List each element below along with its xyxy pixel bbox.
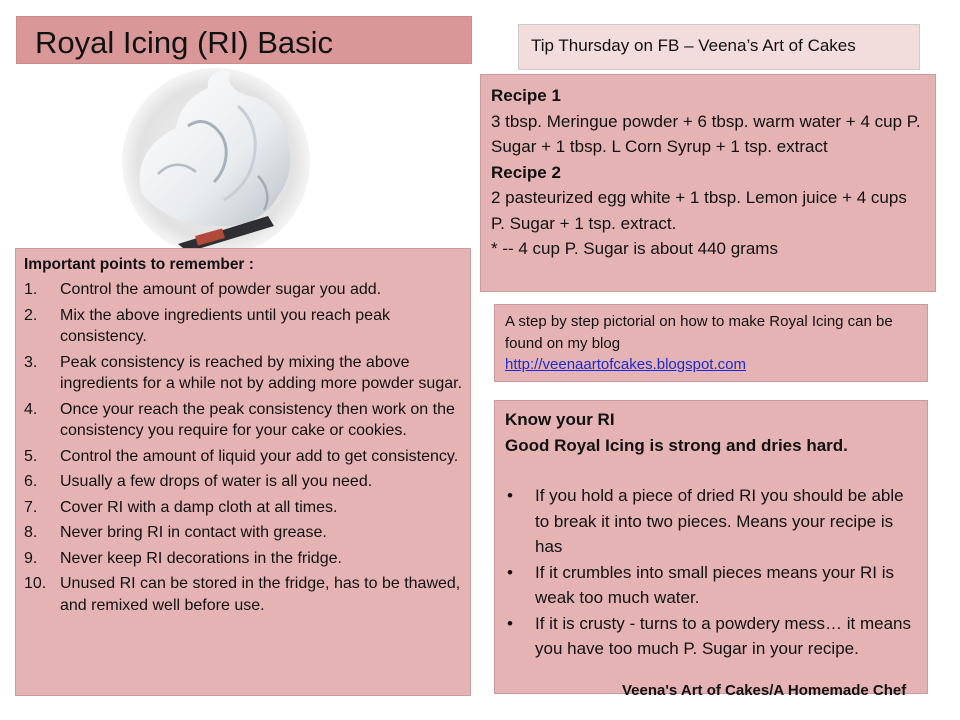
list-item-text: If you hold a piece of dried RI you should be able to break it into two pieces. Means your recipe is has (535, 486, 904, 556)
list-item-number: 2. (24, 306, 38, 324)
recipes-panel (480, 74, 936, 292)
recipe2-text: 2 pasteurized egg white + 1 tbsp. Lemon juice + 4 cups P. Sugar + 1 tsp. extract. (491, 188, 907, 233)
list-item-text: Control the amount of liquid your add to get consistency. (60, 447, 459, 465)
list-item-text: Peak consistency is reached by mixing the above ingredients for a while not by adding more powder sugar. (60, 353, 463, 392)
recipe1-text: 3 tbsp. Meringue powder + 6 tbsp. warm water + 4 cup P. Sugar + 1 tbsp. L Corn Syrup + 1 tsp. extract (491, 111, 921, 156)
list-item-number: 6. (24, 473, 38, 490)
know-heading: Know your RI (505, 410, 615, 429)
list-item (24, 352, 462, 395)
bullet-icon: • (507, 562, 513, 582)
pictorial-text: A step by step pictorial on how to make Royal Icing can be found on my blog (505, 313, 893, 352)
royal-icing-image (118, 66, 314, 254)
blog-link[interactable]: http://veenaartofcakes.blogspot.com (505, 356, 746, 373)
points-list (24, 279, 462, 616)
list-item (24, 497, 462, 519)
list-item-number: 4. (24, 400, 38, 418)
list-item (505, 560, 917, 611)
list-item (505, 611, 917, 662)
list-item-number: 5. (24, 447, 38, 465)
list-item-text: If it is crusty - turns to a powdery mess… it means you have too much P. Sugar in your recipe. (535, 613, 912, 658)
tip-text: Tip Thursday on FB – Veena’s Art of Cakes (531, 36, 856, 55)
list-item-text: Cover RI with a damp cloth at all times. (60, 498, 338, 516)
list-item-number: 9. (24, 549, 38, 567)
list-item-number: 1. (24, 281, 38, 298)
list-item (24, 279, 462, 301)
list-item (505, 483, 917, 560)
list-item-text: Never keep RI decorations in the fridge. (60, 549, 342, 567)
list-item (24, 548, 462, 570)
title-bar (16, 16, 472, 64)
bullet-icon: • (507, 613, 513, 633)
list-item (24, 573, 462, 616)
list-item-text: Unused RI can be stored in the fridge, has to be thawed, and remixed well before use. (60, 575, 461, 614)
list-item (24, 305, 462, 348)
footer-credit: Veena's Art of Cakes/A Homemade Chef (622, 682, 907, 699)
know-your-ri-panel (494, 400, 928, 694)
list-item-number: 8. (24, 524, 38, 541)
list-item-text: Usually a few drops of water is all you need. (60, 473, 373, 490)
list-item-text: Once your reach the peak consistency then work on the consistency you require for your cake or cookies. (60, 400, 455, 439)
sugar-note: * -- 4 cup P. Sugar is about 440 grams (491, 239, 778, 258)
know-subheading: Good Royal Icing is strong and dries hard. (505, 435, 848, 455)
list-item (24, 522, 462, 544)
list-item (24, 471, 462, 493)
bullet-icon: • (507, 486, 513, 505)
tip-box (518, 24, 920, 70)
list-item-text: Mix the above ingredients until you reach peak consistency. (60, 306, 390, 345)
important-points-panel (15, 248, 471, 696)
list-item (24, 446, 462, 468)
list-item-number: 7. (24, 498, 38, 516)
pictorial-panel (494, 304, 928, 382)
royal-icing-photo (118, 66, 314, 254)
page-title: Royal Icing (RI) Basic (35, 25, 334, 60)
recipe2-heading: Recipe 2 (491, 162, 561, 182)
list-item-number: 3. (24, 353, 38, 371)
list-item-text: Never bring RI in contact with grease. (60, 524, 327, 541)
list-item-text: Control the amount of powder sugar you add. (60, 281, 382, 298)
list-item-text: If it crumbles into small pieces means your RI is weak too much water. (535, 562, 895, 607)
points-heading: Important points to remember : (24, 256, 254, 273)
recipe1-heading: Recipe 1 (491, 86, 561, 105)
list-item (24, 399, 462, 442)
know-bullet-list (505, 483, 917, 662)
list-item-number: 10. (24, 575, 47, 592)
